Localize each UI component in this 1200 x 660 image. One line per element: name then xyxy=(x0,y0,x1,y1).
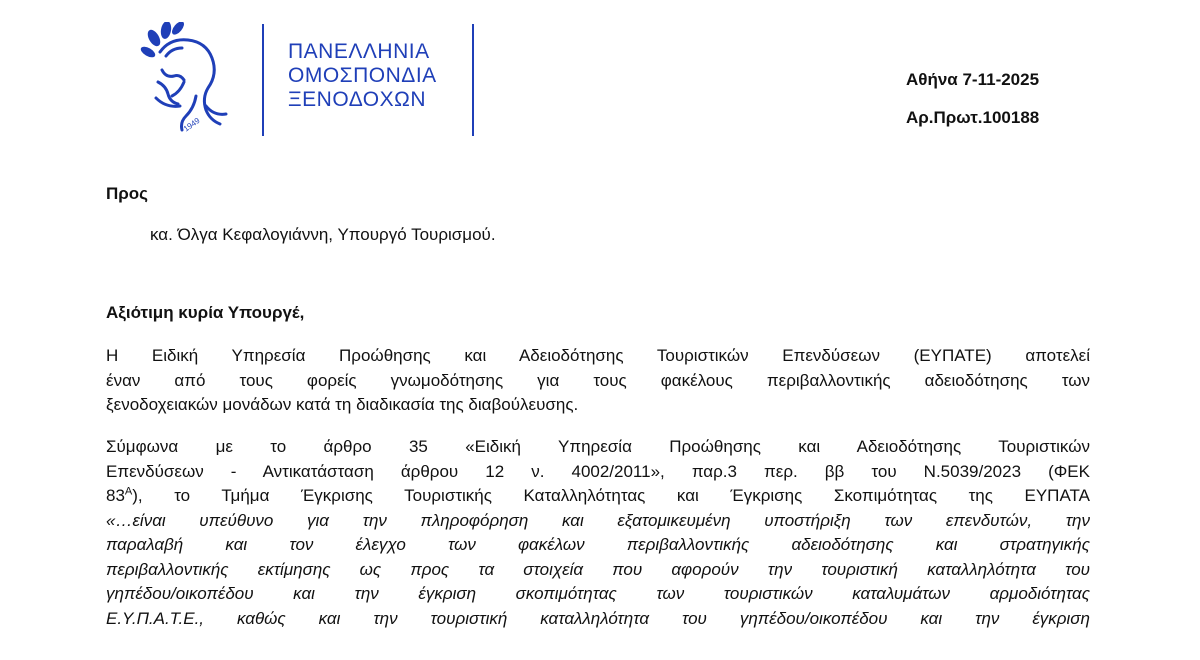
paragraph-line xyxy=(106,484,1090,509)
paragraph-intro xyxy=(106,344,1090,418)
quoted-line: περιβαλλοντικής εκτίμησης ως προς τα στοιχεία που αφορούν την τουριστική καταλληλότητα του xyxy=(106,559,1090,579)
recipient-label: Προς xyxy=(106,184,149,203)
federation-logo xyxy=(136,22,246,140)
organization-name xyxy=(288,40,437,112)
paragraph-line: Σύμφωνα με το άρθρο 35 «Ειδική Υπηρεσία Προώθησης και Αδειοδότησης Τουριστικών xyxy=(106,437,1090,456)
gazette-series: Α xyxy=(124,485,133,498)
paragraph-line: έναν από τους φορείς γνωμοδότησης για τους φακέλους περιβαλλοντικής αδειοδότησης των xyxy=(106,370,1090,390)
laurel-head-emblem xyxy=(136,22,246,140)
paragraph-line-rest: ), το Τμήμα Έγκρισης Τουριστικής Καταλληλότητας και Έγκρισης Σκοπιμότητας της ΕΥΠΑΤΑ xyxy=(132,486,1090,505)
gazette-number: 83 xyxy=(106,486,125,505)
quoted-line: «…είναι υπεύθυνο για την πληροφόρηση και εξατομικευμένη υποστήριξη των επενδυτών, την xyxy=(106,510,1090,530)
salutation: Αξιότιμη κυρία Υπουργέ, xyxy=(106,303,305,322)
left-divider xyxy=(262,24,264,136)
paragraph-legal-reference xyxy=(106,435,1090,631)
quoted-line: παραλαβή και τον έλεγχο των φακέλων περιβαλλοντικής αδειοδότησης και στρατηγικής xyxy=(106,535,1090,554)
protocol-number: Αρ.Πρωτ.100188 xyxy=(906,108,1040,127)
quoted-line: Ε.Υ.Π.Α.Τ.Ε., καθώς και την τουριστική καταλληλότητα του γηπέδου/οικοπέδου και την έγκριση xyxy=(106,608,1090,628)
document-date: Αθήνα 7-11-2025 xyxy=(906,70,1040,89)
recipient-name: κα. Όλγα Κεφαλογιάννη, Υπουργό Τουρισμού. xyxy=(150,225,496,244)
quoted-line: γηπέδου/οικοπέδου και την έγκριση σκοπιμότητας των τουριστικών καταλυμάτων αρμοδιότητας xyxy=(106,584,1090,603)
org-name-line: ΠΑΝΕΛΛΗΝΙΑ xyxy=(288,40,430,63)
org-name-line: ΟΜΟΣΠΟΝΔΙΑ xyxy=(288,64,437,87)
right-divider xyxy=(472,24,474,136)
logo-year: 1949 xyxy=(181,115,202,134)
paragraph-line: Η Ειδική Υπηρεσία Προώθησης και Αδειοδότησης Τουριστικών Επενδύσεων (ΕΥΠΑΤΕ) αποτελεί xyxy=(106,346,1090,365)
paragraph-line: ξενοδοχειακών μονάδων κατά τη διαδικασία της διαβούλευσης. xyxy=(106,395,579,414)
paragraph-line: Επενδύσεων - Αντικατάσταση άρθρου 12 ν. 4002/2011», παρ.3 περ. ββ του Ν.5039/2023 (ΦΕΚ xyxy=(106,461,1090,481)
org-name-line: ΞΕΝΟΔΟΧΩΝ xyxy=(288,88,427,111)
